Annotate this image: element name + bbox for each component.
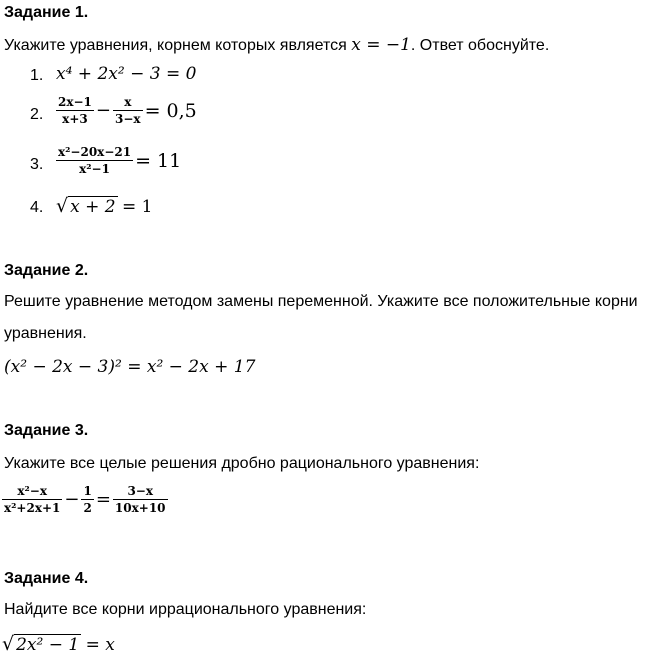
task3-heading: Задание 3. [4,422,89,439]
t3-f2-denominator: 2 [83,501,92,515]
task3-equation [2,484,168,515]
t3-operator: − [64,489,80,510]
eq2-f2-numerator: x [113,95,143,111]
eq4-rhs: = 1 [122,197,153,217]
eq2-f1-numerator: 2x−1 [58,95,92,109]
eq3-numerator: x²−20x−21 [58,145,132,159]
t3-f3-denominator: 10x+10 [114,501,166,515]
task1-item-3-number: 3. [30,156,44,173]
t4-sqrt: √ 2x² − 1 [2,633,80,655]
task1-item-2-number: 2. [30,106,44,123]
t3-f2-numerator: 1 [83,484,92,498]
task2-text-line-1: Решите уравнение методом замены переменной. Укажите все положительные корни [4,293,638,310]
task1-heading: Задание 1. [4,4,89,21]
t3-equals: = [95,489,111,510]
task1-item-1-number: 1. [30,67,44,84]
eq2-fraction-2 [113,95,143,126]
eq2-rhs: = 0,5 [144,99,197,122]
eq2-f2-denominator: 3−x [115,112,141,126]
task1-equation-1: x⁴ + 2x² − 3 = 0 [56,64,197,84]
eq3-denominator: x²−1 [79,162,110,176]
t3-f3-numerator: 3−x [113,484,168,500]
t3-fraction-3 [113,484,168,515]
task2-text-line-2: уравнения. [4,325,87,342]
t3-fraction-1 [2,484,62,515]
task2-heading: Задание 2. [4,262,89,279]
task3-text: Укажите все целые решения дробно рационального уравнения: [4,455,480,472]
eq4-sqrt: √ x + 2 [56,195,116,217]
t3-f1-numerator: x²−x [2,484,62,500]
task1-text-before: Укажите уравнения, корнем которых является [4,37,352,54]
eq2-fraction-1 [56,95,94,126]
eq2-f1-denominator: x+3 [62,112,88,126]
task4-text: Найдите все корни иррационального уравнения: [4,601,367,618]
task1-equation-4 [56,195,153,217]
task1-root: x = −1 [351,35,411,55]
task2-equation: (x² − 2x − 3)² = x² − 2x + 17 [4,357,256,377]
task4-heading: Задание 4. [4,570,89,587]
task1-text [4,35,549,55]
t3-f1-denominator: x²+2x+1 [4,501,61,515]
task1-equation-2 [56,95,199,126]
eq4-radicand: x + 2 [70,197,116,217]
task1-equation-3 [56,145,183,176]
eq3-rhs: = 11 [135,149,182,172]
task1-item-4-number: 4. [30,199,44,216]
eq2-operator: − [95,100,112,121]
eq3-fraction [56,145,133,176]
task4-equation [2,633,115,655]
t3-fraction-2 [81,484,93,515]
t4-rhs: = x [85,635,115,655]
t4-radicand: 2x² − 1 [16,635,80,655]
task1-text-after: . Ответ обоснуйте. [410,37,550,54]
